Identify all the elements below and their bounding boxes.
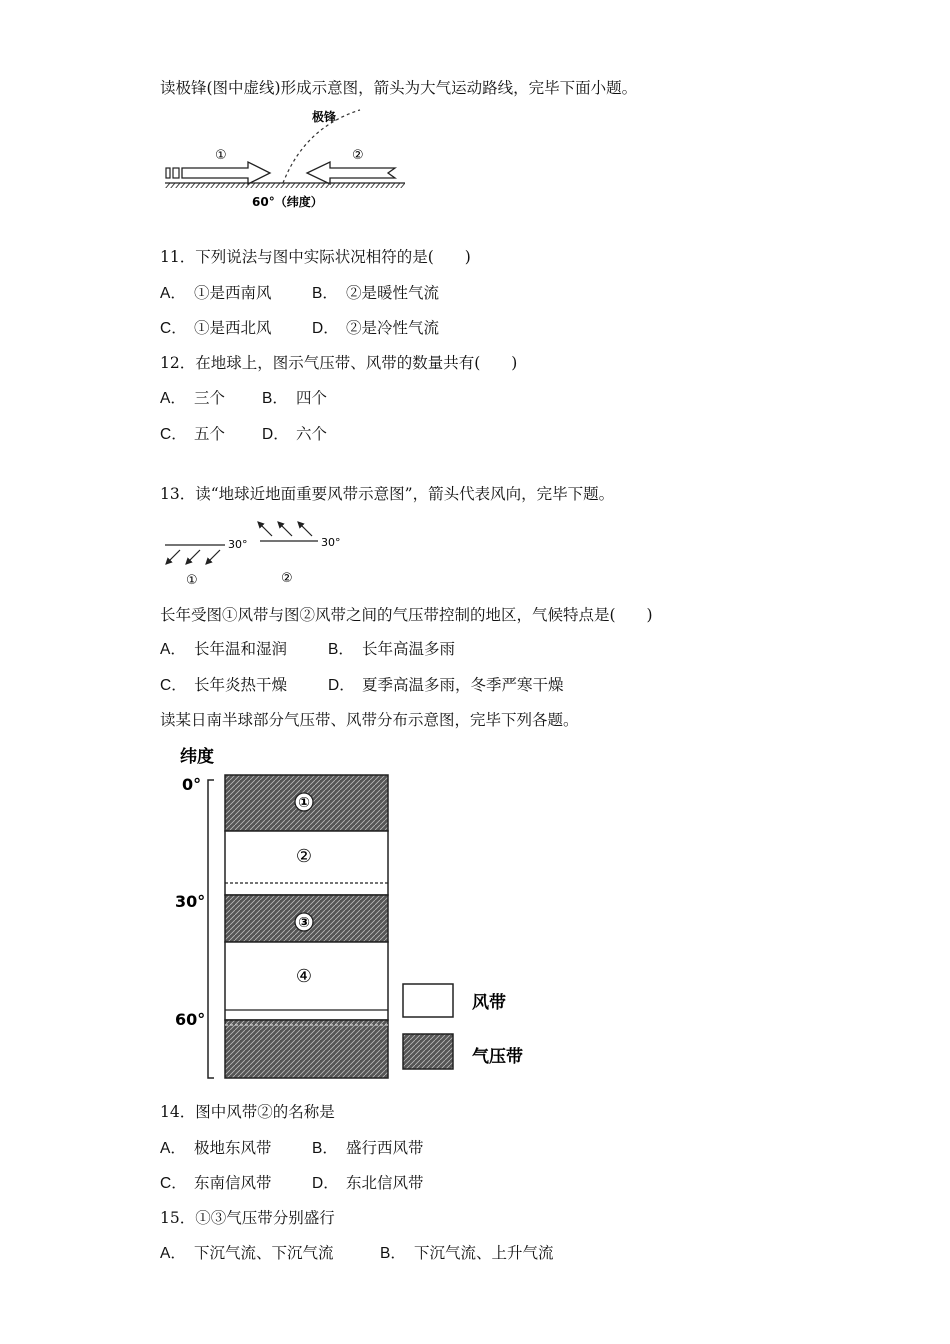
q11-option-d[interactable]: D． ②是冷性气流 — [312, 319, 440, 337]
band-5-pressure — [225, 1020, 388, 1078]
band-label-1: ① — [298, 795, 310, 811]
arrow-1-label: ① — [215, 148, 227, 163]
legend-pressure-swatch — [403, 1034, 453, 1069]
axis-title: 纬度 — [180, 747, 214, 767]
q13-option-a[interactable]: A． 长年温和湿润 — [160, 640, 288, 658]
arrow-1 — [166, 162, 270, 184]
q14-option-d[interactable]: D． 东北信风带 — [312, 1174, 424, 1192]
legend-pressure-label: 气压带 — [472, 1047, 523, 1067]
q12-option-d[interactable]: D． 六个 — [262, 425, 328, 443]
q11-option-b[interactable]: B． ②是暖性气流 — [312, 284, 440, 302]
band-label-3: ③ — [298, 915, 310, 931]
question-13-body: 长年受图①风带与图②风带之间的气压带控制的地区，气候特点是( ) — [160, 606, 653, 624]
q13-option-b[interactable]: B． 长年高温多雨 — [328, 640, 456, 658]
q13-option-c[interactable]: C． 长年炎热干燥 — [160, 676, 288, 694]
intro-text-1: 读极锋(图中虚线)形成示意图，箭头为大气运动路线，完毕下面小题。 — [160, 79, 638, 97]
q12-option-b[interactable]: B． 四个 — [262, 389, 328, 407]
q11-option-a[interactable]: A． ①是西南风 — [160, 284, 272, 302]
question-12-stem: 12．在地球上，图示气压带、风带的数量共有( ) — [160, 354, 518, 372]
question-11-stem: 11．下列说法与图中实际状况相符的是( ) — [160, 248, 471, 266]
belt-2-label: ② — [281, 571, 293, 586]
band-label-4: ④ — [295, 966, 313, 987]
question-14-stem: 14．图中风带②的名称是 — [160, 1103, 335, 1121]
question-15-stem: 15．①③气压带分别盛行 — [160, 1209, 335, 1227]
intro-text-2: 读某日南半球部分气压带、风带分布示意图，完毕下列各题。 — [160, 711, 579, 729]
ground-hatch — [165, 183, 405, 188]
latitude-axis — [208, 780, 214, 1078]
tick-0: 0° — [182, 775, 202, 794]
pressure-wind-belts-diagram — [170, 740, 540, 1085]
q14-option-b[interactable]: B． 盛行西风带 — [312, 1139, 424, 1157]
arrow-2 — [307, 162, 395, 184]
q11-option-c[interactable]: C． ①是西北风 — [160, 319, 272, 337]
q14-option-a[interactable]: A． 极地东风带 — [160, 1139, 272, 1157]
lat-30-right: 30° — [321, 536, 341, 549]
q12-option-c[interactable]: C． 五个 — [160, 425, 226, 443]
arrow-2-label: ② — [352, 148, 364, 163]
wind-belt-diagram — [160, 515, 350, 590]
polar-front-diagram — [160, 105, 410, 215]
belt-1-label: ① — [186, 573, 198, 588]
tick-60: 60° — [175, 1010, 206, 1029]
front-label: 极锋 — [312, 110, 337, 124]
q13-option-d[interactable]: D． 夏季高温多雨，冬季严寒干燥 — [328, 676, 564, 694]
legend-wind-swatch — [403, 984, 453, 1017]
question-13-stem: 13．读“地球近地面重要风带示意图”，箭头代表风向，完毕下题。 — [160, 485, 615, 503]
latitude-label: 60°（纬度） — [252, 195, 323, 209]
lat-30-left: 30° — [228, 538, 248, 551]
band-label-2: ② — [295, 846, 313, 867]
tick-30: 30° — [175, 892, 206, 911]
q15-option-b[interactable]: B． 下沉气流、上升气流 — [380, 1244, 554, 1262]
q15-option-a[interactable]: A． 下沉气流、下沉气流 — [160, 1244, 334, 1262]
legend-wind-label: 风带 — [472, 993, 506, 1013]
q12-option-a[interactable]: A． 三个 — [160, 389, 226, 407]
q14-option-c[interactable]: C． 东南信风带 — [160, 1174, 272, 1192]
